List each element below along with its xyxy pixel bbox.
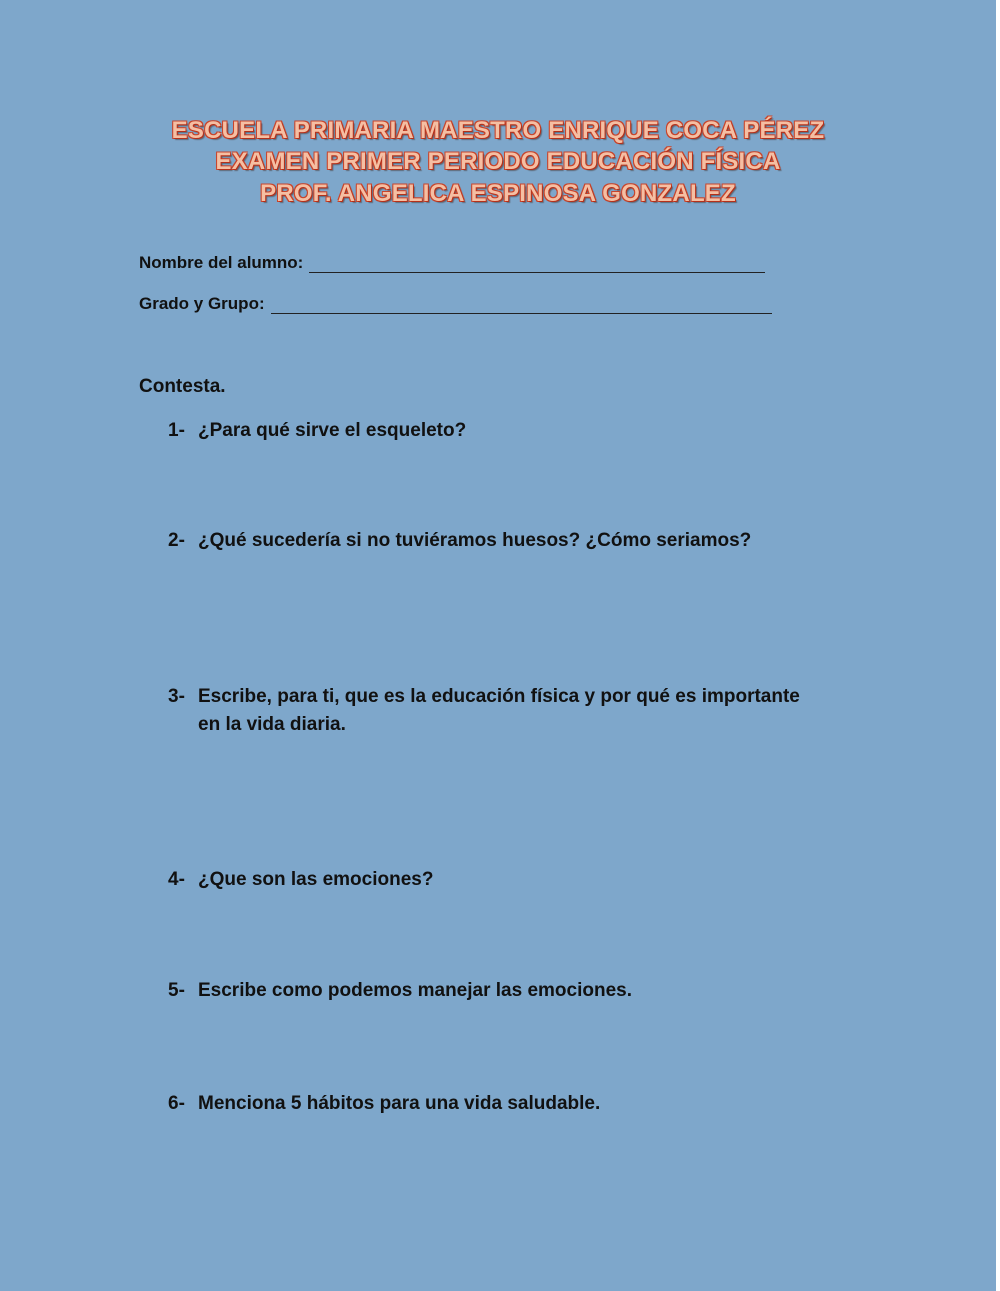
teacher-name-heading: PROF. ANGELICA ESPINOSA GONZALEZ (260, 180, 736, 207)
student-name-blank[interactable] (309, 258, 765, 273)
exam-title-heading: EXAMEN PRIMER PERIODO EDUCACIÓN FÍSICA (215, 148, 781, 175)
question-item (168, 417, 848, 445)
question-number: 3- (168, 686, 185, 707)
question-number: 6- (168, 1093, 185, 1114)
question-number: 2- (168, 530, 185, 551)
question-text: Escribe como podemos manejar las emociones. (198, 980, 632, 1001)
question-item (168, 1090, 848, 1118)
school-name-heading: ESCUELA PRIMARIA MAESTRO ENRIQUE COCA PÉREZ (171, 117, 825, 144)
student-name-field (139, 253, 765, 273)
grade-group-blank[interactable] (271, 299, 772, 314)
question-number: 4- (168, 869, 185, 890)
question-item (168, 866, 848, 894)
question-item (168, 683, 808, 739)
student-name-label: Nombre del alumno: (139, 253, 304, 272)
question-text: ¿Para qué sirve el esqueleto? (198, 420, 467, 441)
instruction-text: Contesta. (139, 376, 226, 397)
question-text: ¿Que son las emociones? (198, 869, 434, 890)
question-number: 1- (168, 420, 185, 441)
grade-group-field (139, 294, 772, 314)
question-number: 5- (168, 980, 185, 1001)
question-item (168, 977, 848, 1005)
question-text: Escribe, para ti, que es la educación física y por qué es importante en la vida diaria. (198, 686, 800, 735)
grade-group-label: Grado y Grupo: (139, 294, 265, 313)
question-text: Menciona 5 hábitos para una vida saludable. (198, 1093, 601, 1114)
question-text: ¿Qué sucedería si no tuviéramos huesos? ¿Cómo seriamos? (198, 530, 752, 551)
question-item (168, 527, 848, 555)
